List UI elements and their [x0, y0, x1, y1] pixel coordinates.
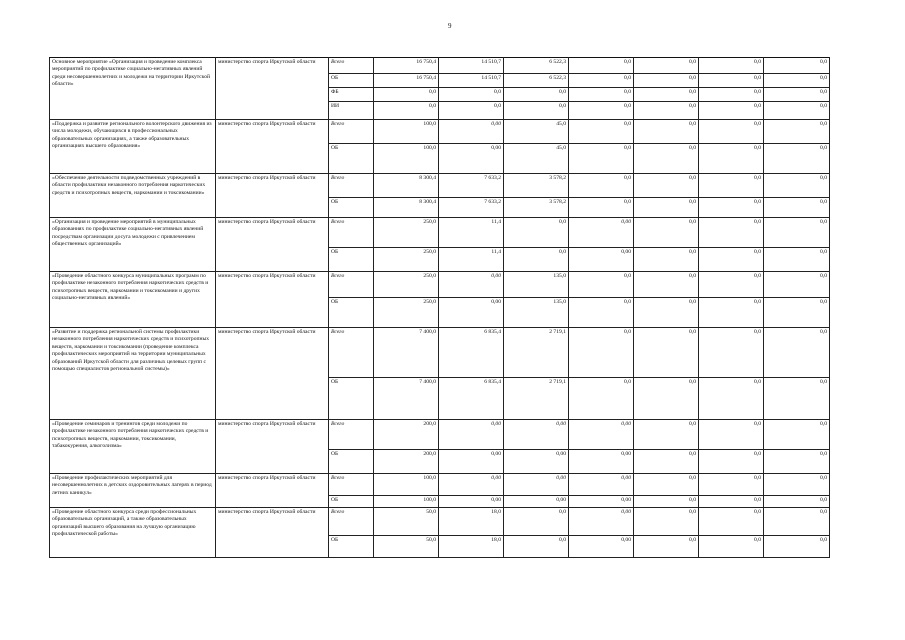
value-cell: 0,0 — [374, 88, 439, 102]
value-cell: 0,0 — [634, 450, 699, 474]
value-cell: 0,0 — [764, 218, 830, 248]
value-cell: 0,0 — [764, 450, 830, 474]
value-cell: 0,0 — [764, 420, 830, 450]
value-cell: 0,0 — [634, 248, 699, 272]
value-cell: 0,0 — [699, 58, 764, 74]
value-cell: 0,0 — [764, 88, 830, 102]
value-cell: 200,0 — [374, 420, 439, 450]
value-cell: 0,0 — [634, 198, 699, 218]
funding-source-cell: Всего — [329, 508, 374, 536]
value-cell: 100,0 — [374, 496, 439, 508]
value-cell: 100,0 — [374, 120, 439, 144]
funding-source-cell: Всего — [329, 174, 374, 198]
executor-cell: министерство спорта Иркутской области — [216, 218, 329, 272]
value-cell: 0,0 — [699, 450, 764, 474]
funding-source-cell: ОБ — [329, 536, 374, 558]
value-cell: 0,0 — [374, 102, 439, 120]
value-cell: 0,0 — [764, 298, 830, 328]
executor-cell: министерство спорта Иркутской области — [216, 58, 329, 120]
value-cell: 2 719,1 — [504, 328, 569, 378]
value-cell: 0,0 — [634, 474, 699, 496]
value-cell: 135,0 — [504, 272, 569, 298]
value-cell: 16 750,4 — [374, 58, 439, 74]
value-cell: 0,0 — [699, 74, 764, 88]
value-cell: 14 510,7 — [439, 58, 504, 74]
page-number: 9 — [448, 22, 452, 30]
table-row — [50, 474, 830, 496]
value-cell: 0,00 — [504, 474, 569, 496]
value-cell: 0,0 — [504, 102, 569, 120]
value-cell: 0,00 — [569, 474, 634, 496]
value-cell: 0,0 — [699, 298, 764, 328]
value-cell: 0,0 — [699, 174, 764, 198]
event-name-cell: «Организация и проведение мероприятий в муниципальных образованиях по профилактике социально-негативных явлений посредствам организации досуга молодежи с привлечением общественных организаций» — [50, 218, 216, 272]
executor-cell: министерство спорта Иркутской области — [216, 508, 329, 558]
value-cell: 0,0 — [764, 328, 830, 378]
funding-source-cell: ОБ — [329, 378, 374, 420]
value-cell: 0,00 — [569, 536, 634, 558]
value-cell: 7 633,2 — [439, 198, 504, 218]
executor-cell: министерство спорта Иркутской области — [216, 328, 329, 420]
value-cell: 0,0 — [634, 378, 699, 420]
value-cell: 14 510,7 — [439, 74, 504, 88]
value-cell: 0,0 — [699, 218, 764, 248]
value-cell: 0,0 — [699, 272, 764, 298]
value-cell: 250,0 — [374, 248, 439, 272]
event-name-cell: «Обеспечение деятельности подведомственных учреждений в области профилактики незаконного потребления наркотических средств и психотропных веществ, наркомании и токсикомании» — [50, 174, 216, 218]
funding-source-cell: ФБ — [329, 88, 374, 102]
table-row — [50, 218, 830, 248]
value-cell: 0,0 — [634, 272, 699, 298]
value-cell: 0,0 — [504, 536, 569, 558]
value-cell: 0,0 — [634, 58, 699, 74]
table-row — [50, 508, 830, 536]
value-cell: 0,0 — [569, 88, 634, 102]
value-cell: 11,4 — [439, 248, 504, 272]
value-cell: 0,0 — [504, 218, 569, 248]
value-cell: 8 300,4 — [374, 174, 439, 198]
executor-cell: министерство спорта Иркутской области — [216, 272, 329, 328]
value-cell: 0,0 — [699, 102, 764, 120]
value-cell: 0,0 — [699, 144, 764, 174]
value-cell: 0,0 — [764, 74, 830, 88]
funding-source-cell: Всего — [329, 474, 374, 496]
value-cell: 0,0 — [569, 120, 634, 144]
table-row — [50, 328, 830, 378]
value-cell: 0,0 — [569, 378, 634, 420]
funding-source-cell: ОБ — [329, 450, 374, 474]
value-cell: 7 400,0 — [374, 378, 439, 420]
value-cell: 0,0 — [569, 198, 634, 218]
value-cell: 0,0 — [634, 328, 699, 378]
value-cell: 0,0 — [504, 508, 569, 536]
value-cell: 0,00 — [439, 272, 504, 298]
table-row — [50, 174, 830, 198]
executor-cell: министерство спорта Иркутской области — [216, 174, 329, 218]
value-cell: 200,0 — [374, 450, 439, 474]
value-cell: 3 578,2 — [504, 198, 569, 218]
table-row — [50, 272, 830, 298]
value-cell: 0,0 — [699, 536, 764, 558]
value-cell: 11,4 — [439, 218, 504, 248]
value-cell: 0,0 — [569, 174, 634, 198]
value-cell: 0,0 — [634, 88, 699, 102]
value-cell: 0,0 — [699, 474, 764, 496]
value-cell: 0,0 — [569, 74, 634, 88]
value-cell: 0,0 — [634, 120, 699, 144]
value-cell: 0,0 — [634, 218, 699, 248]
value-cell: 0,0 — [764, 496, 830, 508]
value-cell: 16 750,4 — [374, 74, 439, 88]
value-cell: 0,0 — [634, 508, 699, 536]
value-cell: 0,0 — [764, 272, 830, 298]
value-cell: 0,0 — [699, 120, 764, 144]
value-cell: 0,0 — [569, 58, 634, 74]
value-cell: 0,0 — [764, 378, 830, 420]
executor-cell: министерство спорта Иркутской области — [216, 420, 329, 474]
value-cell: 50,0 — [374, 536, 439, 558]
value-cell: 0,00 — [439, 474, 504, 496]
funding-source-cell: ОБ — [329, 144, 374, 174]
value-cell: 0,0 — [504, 248, 569, 272]
value-cell: 6 835,4 — [439, 328, 504, 378]
value-cell: 0,00 — [569, 496, 634, 508]
value-cell: 0,00 — [569, 450, 634, 474]
value-cell: 3 578,2 — [504, 174, 569, 198]
value-cell: 100,0 — [374, 474, 439, 496]
value-cell: 0,0 — [569, 328, 634, 378]
funding-source-cell: ОБ — [329, 74, 374, 88]
value-cell: 0,0 — [634, 536, 699, 558]
value-cell: 0,0 — [634, 420, 699, 450]
value-cell: 0,00 — [504, 450, 569, 474]
table-row — [50, 420, 830, 450]
budget-table — [49, 57, 830, 558]
value-cell: 0,0 — [634, 298, 699, 328]
value-cell: 250,0 — [374, 272, 439, 298]
funding-source-cell: Всего — [329, 272, 374, 298]
value-cell: 0,0 — [764, 144, 830, 174]
value-cell: 18,0 — [439, 536, 504, 558]
value-cell: 0,0 — [439, 88, 504, 102]
funding-source-cell: ИИ — [329, 102, 374, 120]
value-cell: 50,0 — [374, 508, 439, 536]
value-cell: 0,00 — [439, 496, 504, 508]
funding-source-cell: Всего — [329, 328, 374, 378]
value-cell: 0,0 — [699, 496, 764, 508]
value-cell: 0,0 — [569, 272, 634, 298]
value-cell: 100,0 — [374, 144, 439, 174]
funding-source-cell: ОБ — [329, 248, 374, 272]
value-cell: 0,00 — [569, 218, 634, 248]
value-cell: 0,00 — [439, 298, 504, 328]
funding-source-cell: Всего — [329, 58, 374, 74]
value-cell: 0,0 — [699, 198, 764, 218]
value-cell: 6 522,3 — [504, 74, 569, 88]
value-cell: 0,0 — [699, 378, 764, 420]
value-cell: 0,0 — [699, 420, 764, 450]
value-cell: 0,0 — [504, 88, 569, 102]
value-cell: 7 633,2 — [439, 174, 504, 198]
funding-source-cell: ОБ — [329, 298, 374, 328]
value-cell: 0,00 — [504, 496, 569, 508]
value-cell: 0,0 — [764, 536, 830, 558]
value-cell: 0,00 — [569, 508, 634, 536]
event-name-cell: «Проведение семинаров и тренингов среди молодежи по профилактике незаконного потребления наркотических средств и психотропных веществ, наркомании, токсикомании, табакокурения, алкоголизма» — [50, 420, 216, 474]
funding-source-cell: Всего — [329, 120, 374, 144]
value-cell: 0,0 — [634, 496, 699, 508]
value-cell: 0,0 — [634, 74, 699, 88]
value-cell: 0,0 — [699, 248, 764, 272]
event-name-cell: «Проведение профилактических мероприятий для несовершеннолетних в детских оздоровительных лагерях в период летних каникул» — [50, 474, 216, 508]
value-cell: 45,0 — [504, 144, 569, 174]
value-cell: 0,00 — [569, 420, 634, 450]
value-cell: 0,0 — [764, 58, 830, 74]
event-name-cell: «Проведение областного конкурса среди профессиональных образовательных организаций, а также образовательных организаций высшего образования на лучшую организацию профилактической работы» — [50, 508, 216, 558]
value-cell: 0,0 — [764, 102, 830, 120]
event-name-cell: «Проведение областного конкурса муниципальных программ по профилактике незаконного потребления наркотических средств и психотропных веществ, наркомании и токсикомании и других социально-негативных явлений» — [50, 272, 216, 328]
value-cell: 0,0 — [764, 248, 830, 272]
event-name-cell: Основное мероприятие «Организация и проведение комплекса мероприятий по профилактике социально-негативных явлений среди несовершеннолетних и молодежи на территории Иркутской области» — [50, 58, 216, 120]
value-cell: 0,0 — [764, 508, 830, 536]
value-cell: 0,0 — [569, 298, 634, 328]
value-cell: 0,0 — [569, 102, 634, 120]
value-cell: 0,0 — [699, 328, 764, 378]
value-cell: 8 300,4 — [374, 198, 439, 218]
value-cell: 0,0 — [634, 144, 699, 174]
value-cell: 0,0 — [764, 198, 830, 218]
value-cell: 0,0 — [699, 508, 764, 536]
table-row — [50, 58, 830, 74]
value-cell: 7 400,0 — [374, 328, 439, 378]
event-name-cell: «Поддержка и развитие регионального волонтерского движения из числа молодежи, обучающихся в профессиональных образовательных организациях, а также образовательных организациях высшего образования» — [50, 120, 216, 174]
value-cell: 0,0 — [439, 102, 504, 120]
funding-source-cell: ОБ — [329, 198, 374, 218]
value-cell: 0,00 — [569, 248, 634, 272]
value-cell: 0,0 — [764, 474, 830, 496]
event-name-cell: «Развитие и поддержка региональной системы профилактики незаконного потребления наркотических средств и психотропных веществ, наркомании и токсикомании (проведение комплекса профилактических мероприятий на территории муниципальных образований Иркутской области для различных целевых групп с помощью специалистов региональной системы)» — [50, 328, 216, 420]
value-cell: 0,0 — [764, 120, 830, 144]
value-cell: 6 835,4 — [439, 378, 504, 420]
table-body — [50, 58, 830, 558]
executor-cell: министерство спорта Иркутской области — [216, 474, 329, 508]
value-cell: 0,0 — [634, 102, 699, 120]
value-cell: 0,0 — [699, 88, 764, 102]
value-cell: 250,0 — [374, 298, 439, 328]
funding-source-cell: ОБ — [329, 496, 374, 508]
funding-source-cell: Всего — [329, 420, 374, 450]
value-cell: 45,0 — [504, 120, 569, 144]
value-cell: 18,0 — [439, 508, 504, 536]
value-cell: 2 719,1 — [504, 378, 569, 420]
table-row — [50, 120, 830, 144]
value-cell: 0,00 — [504, 420, 569, 450]
executor-cell: министерство спорта Иркутской области — [216, 120, 329, 174]
value-cell: 135,0 — [504, 298, 569, 328]
value-cell: 0,00 — [439, 450, 504, 474]
value-cell: 6 522,3 — [504, 58, 569, 74]
value-cell: 0,0 — [569, 144, 634, 174]
value-cell: 0,00 — [439, 144, 504, 174]
value-cell: 250,0 — [374, 218, 439, 248]
funding-source-cell: Всего — [329, 218, 374, 248]
value-cell: 0,0 — [764, 174, 830, 198]
value-cell: 0,00 — [439, 420, 504, 450]
value-cell: 0,0 — [634, 174, 699, 198]
value-cell: 0,00 — [439, 120, 504, 144]
